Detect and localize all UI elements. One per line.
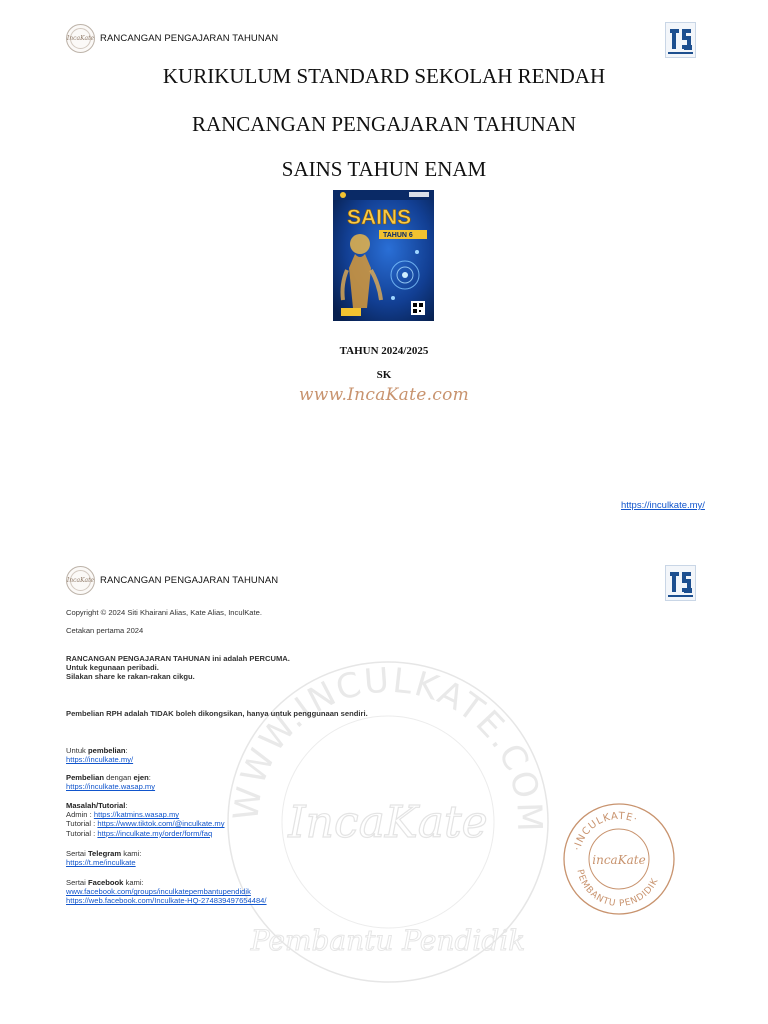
seal-bottom-text: PEMBANTU PENDIDIK	[574, 868, 661, 910]
facebook-group-link[interactable]: www.facebook.com/groups/inculkatepembantupendidik	[66, 887, 251, 897]
header-title: RANCANGAN PENGAJARAN TAHUNAN	[100, 575, 279, 586]
inculkate-link[interactable]: https://inculkate.my/	[621, 500, 705, 511]
tiktok-link[interactable]: https://www.tiktok.com/@inculkate.my	[97, 819, 225, 829]
purchase-section: Untuk pembelian: https://inculkate.my/	[66, 746, 134, 765]
plan-title: RANCANGAN PENGAJARAN TAHUNAN	[191, 112, 577, 136]
facebook-section: Sertai Facebook kami: www.facebook.com/groups/inculkatepembantupendidik https://web.facebook.com/Inculkate-HQ-274839497654484/	[66, 878, 267, 906]
inculkate-seal-icon	[562, 802, 676, 916]
edition-text: Cetakan pertama 2024	[66, 626, 144, 635]
support-section: Masalah/Tutorial: Admin : https://katmins.wasap.my Tutorial : https://www.tiktok.com/@inculkate.my Tutorial : https://inculkate.my/order/form/faq	[66, 801, 225, 838]
faq-link[interactable]: https://inculkate.my/order/form/faq	[97, 828, 213, 838]
publisher-logo-icon	[665, 22, 696, 58]
textbook-cover-image	[333, 190, 434, 321]
curriculum-title: KURIKULUM STANDARD SEKOLAH RENDAH	[162, 64, 606, 88]
agent-section: Pembelian dengan ejen: https://inculkate.wasap.my	[66, 773, 156, 792]
header-title: RANCANGAN PENGAJARAN TAHUNAN	[100, 33, 279, 44]
purchase-link[interactable]: https://inculkate.my/	[66, 755, 134, 765]
info-page	[0, 530, 768, 1024]
website-signature: www.IncaKate.com	[298, 385, 470, 405]
copyright-text: Copyright © 2024 Siti Khairani Alias, Kate Alias, InculKate.	[66, 608, 262, 617]
watermark-bottom-text: Pembantu Pendidik	[250, 924, 526, 957]
agent-link[interactable]: https://inculkate.wasap.my	[66, 782, 156, 792]
page-header	[66, 566, 278, 595]
publisher-logo-icon	[665, 565, 696, 601]
inculkate-logo-icon: IncaKate	[66, 24, 95, 53]
cover-subtitle: TAHUN 6	[383, 232, 413, 239]
watermark-center-text: IncaKate	[288, 797, 488, 848]
inculkate-logo-icon: IncaKate	[66, 566, 95, 595]
telegram-section: Sertai Telegram kami: https://t.me/inculkate	[66, 849, 142, 868]
page-header	[66, 24, 278, 53]
facebook-page-link[interactable]: https://web.facebook.com/Inculkate-HQ-274839497654484/	[66, 896, 267, 906]
seal-center-text: incaKate	[592, 853, 646, 867]
subject-title: SAINS TAHUN ENAM	[281, 157, 487, 181]
admin-link[interactable]: https://katmins.wasap.my	[93, 810, 180, 820]
watermark-ring-text: WWW.INCULKATE.COM	[226, 660, 550, 835]
sharing-warning: Pembelian RPH adalah TIDAK boleh dikongsikan, hanya untuk penggunaan sendiri.	[66, 709, 368, 718]
cover-title: SAINS	[347, 206, 412, 229]
seal-top-text: ·INCULKATE·	[571, 810, 640, 852]
school-type: SK	[376, 369, 392, 381]
free-notice: RANCANGAN PENGAJARAN TAHUNAN ini adalah PERCUMA. Untuk kegunaan peribadi. Silakan share ke rakan-rakan cikgu.	[66, 654, 290, 682]
school-year: TAHUN 2024/2025	[339, 345, 429, 357]
telegram-link[interactable]: https://t.me/inculkate	[66, 858, 136, 868]
